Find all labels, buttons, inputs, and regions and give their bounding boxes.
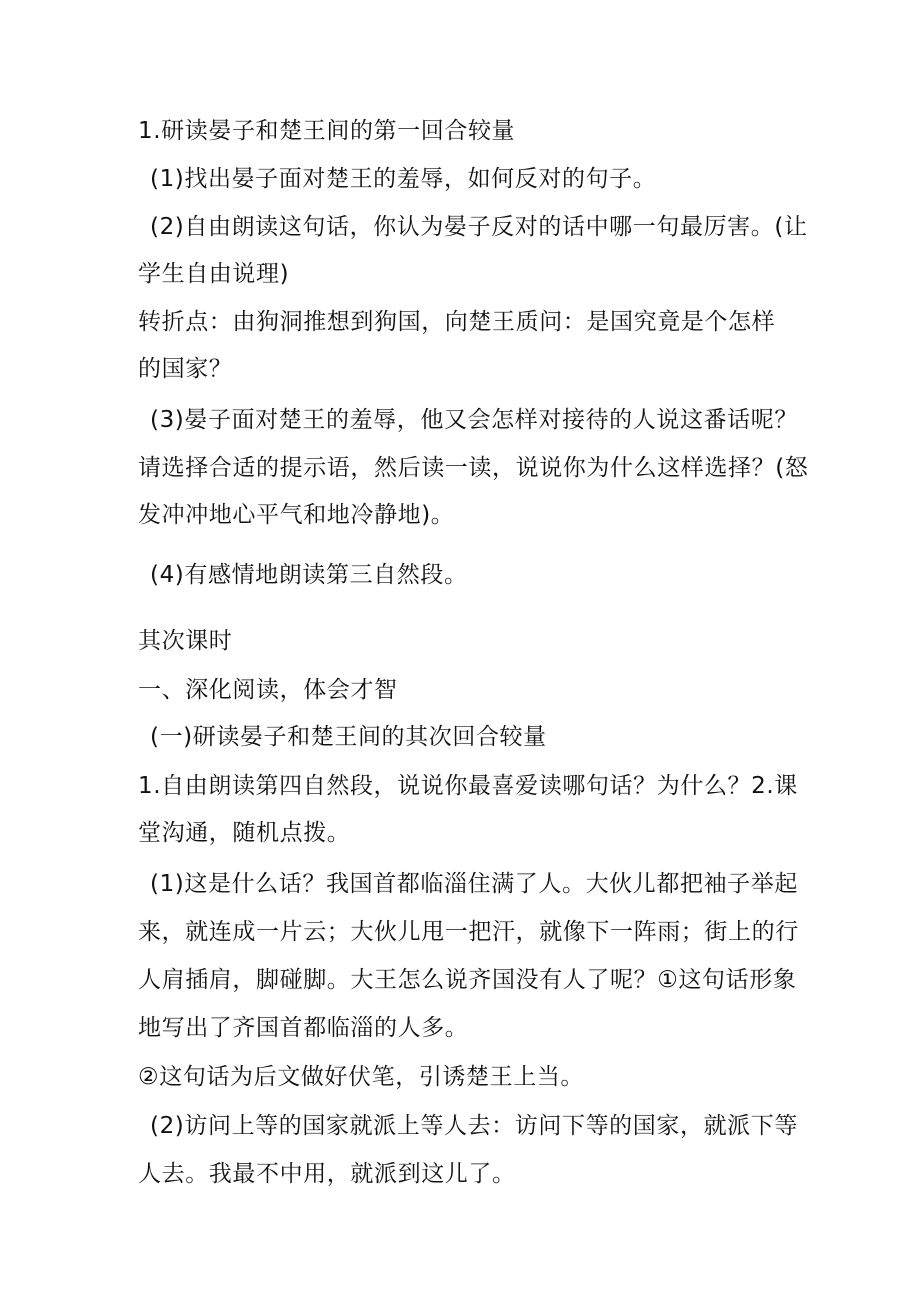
paragraph-line: ②这句话为后文做好伏笔，引诱楚王上当。 (138, 1064, 585, 1090)
paragraph-line: 请选择合适的提示语，然后读一读，说说你为什么这样选择？(怒 (138, 455, 809, 481)
paragraph-line: (2)自由朗读这句话，你认为晏子反对的话中哪一句最厉害。(让 (150, 214, 808, 240)
paragraph-line: (3)晏子面对楚王的羞辱，他又会怎样对接待的人说这番话呢？ (150, 407, 798, 433)
paragraph-line: 1.自由朗读第四自然段，说说你最喜爱读哪句话？为什么？2.课 (138, 773, 798, 799)
section-heading: 其次课时 (138, 628, 233, 654)
heading-round-two: (一)研读晏子和楚王间的其次回合较量 (150, 724, 547, 750)
paragraph-line: 来，就连成一片云；大伙儿甩一把汗，就像下一阵雨；街上的行 (138, 919, 799, 945)
paragraph-line: (2)访问上等的国家就派上等人去：访问下等的国家，就派下等 (150, 1113, 798, 1139)
paragraph-line: 地写出了齐国首都临淄的人多。 (138, 1015, 469, 1041)
paragraph-line: 的国家？ (138, 356, 233, 382)
paragraph-line: 人肩插肩，脚碰脚。大王怎么说齐国没有人了呢？①这句话形象 (138, 967, 797, 993)
heading-round-one: 1.研读晏子和楚王间的第一回合较量 (138, 118, 516, 144)
paragraph-line: 发冲冲地心平气和地冷静地)。 (138, 502, 455, 528)
paragraph-line: 学生自由说理) (138, 261, 290, 287)
paragraph-line: (1)这是什么话？我国首都临淄住满了人。大伙儿都把袖子举起 (150, 871, 798, 897)
paragraph-line: 人去。我最不中用，就派到这儿了。 (138, 1161, 516, 1187)
paragraph-line: (1)找出晏子面对楚王的羞辱，如何反对的句子。 (150, 166, 657, 192)
section-subheading: 一、深化阅读，体会才智 (138, 677, 398, 703)
paragraph-line: (4)有感情地朗读第三自然段。 (150, 562, 468, 588)
paragraph-line: 转折点：由狗洞推想到狗国，向楚王质问：是国究竟是个怎样 (138, 309, 776, 335)
paragraph-line: 堂沟通，随机点拨。 (138, 820, 351, 846)
